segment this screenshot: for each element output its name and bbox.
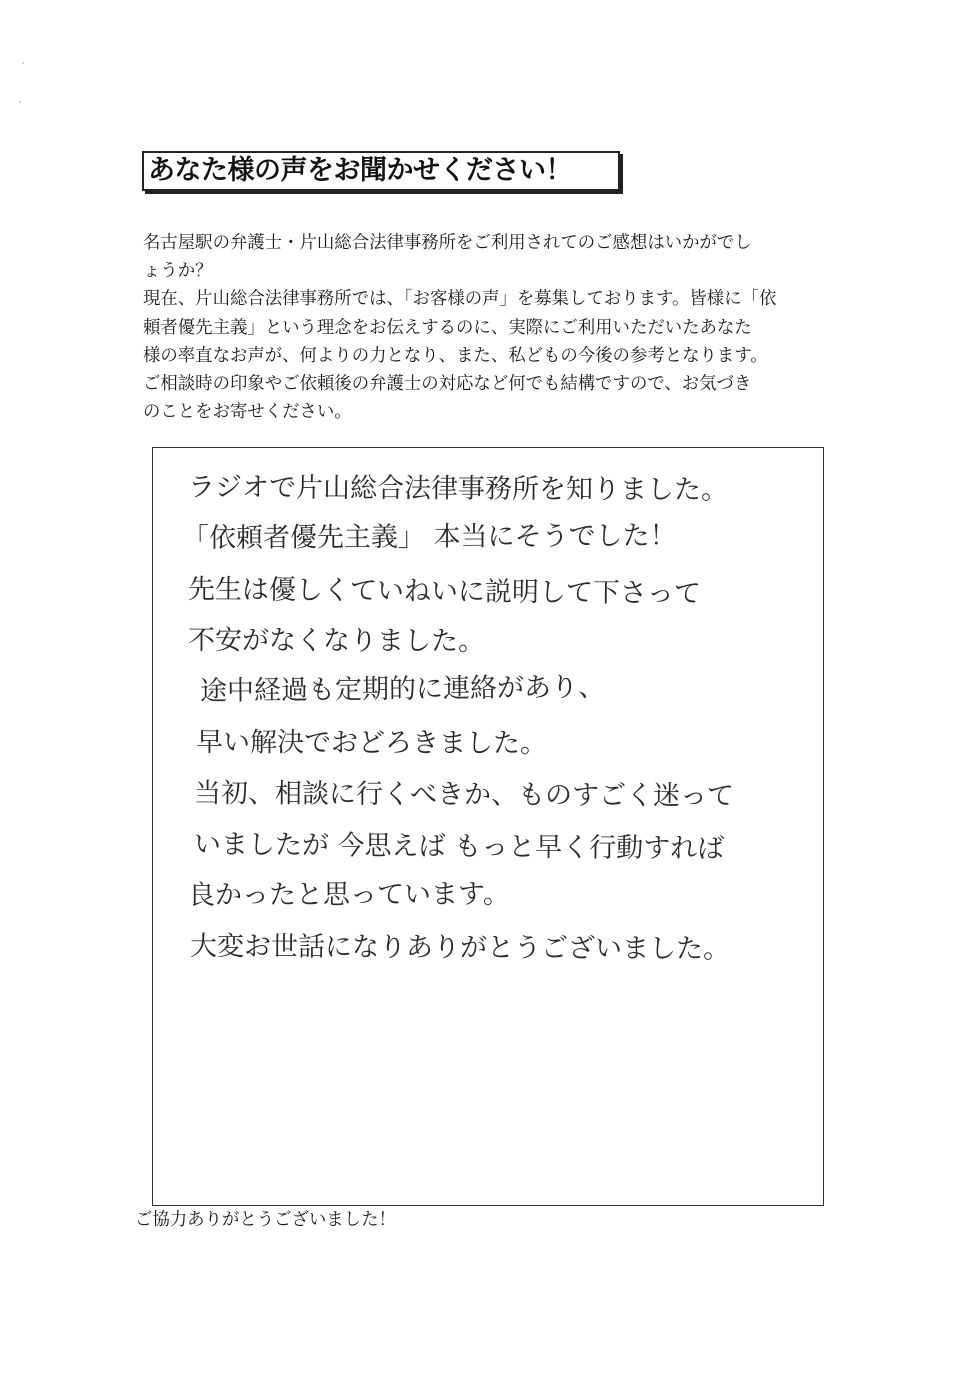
intro-line: 名古屋駅の弁護士・片山総合法律事務所をご利用されてのご感想はいかがでし [143,233,752,253]
scan-speck [19,101,21,103]
intro-line: 様の率直なお声が、何よりの力となり、また、私どもの今後の参考となります。 [143,345,768,366]
handwritten-line: 大変お世話になりありがとうございました。 [189,931,731,965]
footer-thanks: ご協力ありがとうございました！ [135,1210,396,1230]
intro-line: のことをお寄せください。 [143,402,352,423]
intro-line: 頼者優先主義」という理念をお伝えするのに、実際にご利用いただいたあなた [143,317,752,338]
handwritten-line: 当初、相談に行くべきか、ものすごく迷って [193,778,735,812]
handwritten-line: 不安がなくなりました。 [187,625,486,658]
page-title: あなた様の声をお聞かせください！ [148,155,572,186]
handwritten-line: 早い解決でおどろきました。 [195,727,548,760]
handwritten-comment [181,462,735,972]
intro-line: ご相談時の印象やご依頼後の弁護士の対応など何でも結構ですので、お気づき [143,374,752,395]
intro-line: 現在、片山総合法律事務所では、「お客様の声」を募集しております。皆様に「依 [143,289,777,310]
handwritten-line: ラジオで片山総合法律事務所を知りました。 [187,472,729,506]
intro-paragraph [143,229,843,426]
scan-speck [22,62,24,64]
handwritten-line: 「依頼者優先主義」 本当にそうでした！ [181,520,677,554]
handwritten-line: いましたが 今思えば もっと早く行動すれば [193,829,725,865]
handwritten-line: 良かったと思っています。 [187,878,510,911]
intro-line: ょうか？ [143,261,213,282]
page-title-box [142,151,620,191]
handwritten-line: 先生は優しくていねいに説明して下さって [187,574,702,610]
handwritten-line: 途中経過も定期的に連絡があり、 [199,671,606,707]
